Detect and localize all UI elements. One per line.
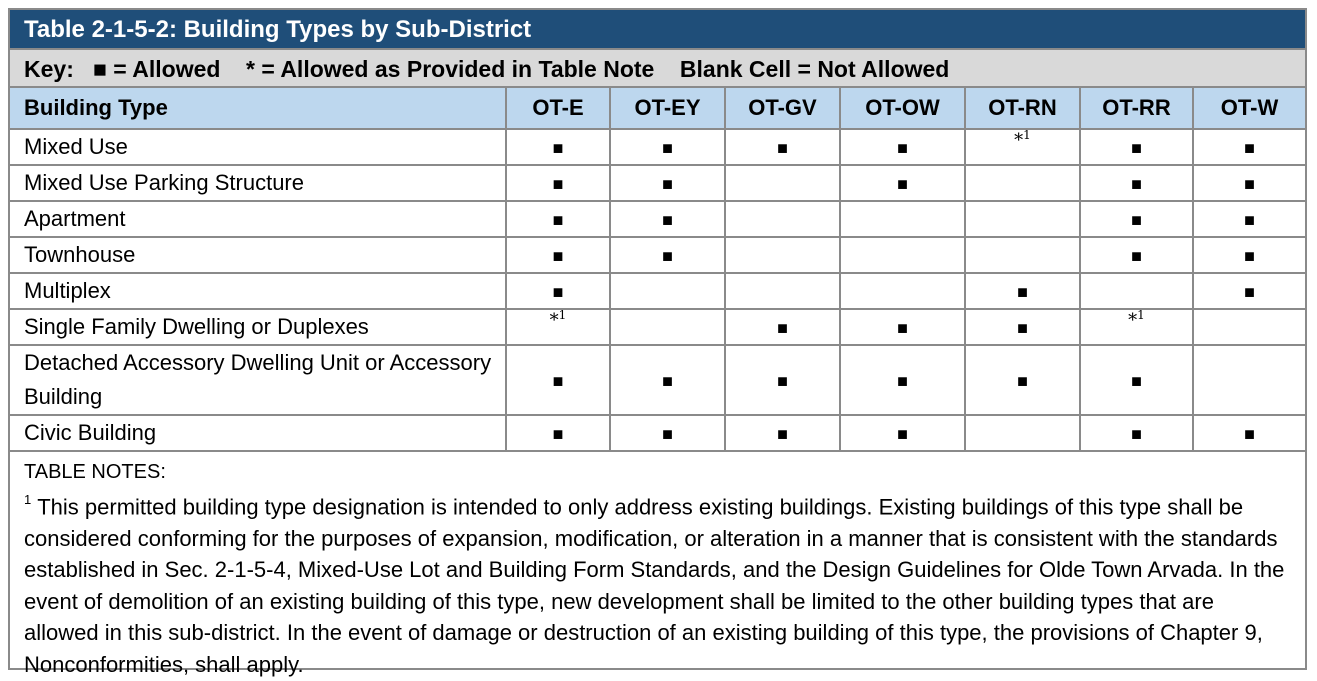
allowed-mark: ■ — [662, 138, 673, 158]
allowed-mark: ■ — [777, 138, 788, 158]
building-types-table-frame — [8, 8, 1307, 677]
column-header-ot-rn: OT-RN — [965, 88, 1080, 129]
allowance-cell — [1193, 165, 1305, 201]
allowed-mark: ■ — [897, 371, 908, 391]
column-header-building-type: Building Type — [10, 88, 506, 129]
allowance-cell — [725, 129, 840, 165]
note-marker: 1 — [24, 492, 32, 507]
allowance-cell — [840, 415, 965, 451]
allowed-mark: ■ — [552, 246, 564, 266]
building-type-label: Single Family Dwelling or Duplexes — [10, 309, 506, 345]
building-type-label: Apartment — [10, 201, 506, 237]
allowed-mark: ■ — [552, 371, 564, 391]
conditional-mark: *1 — [1014, 128, 1031, 151]
allowed-mark: ■ — [1131, 424, 1142, 444]
allowance-cell — [506, 201, 610, 237]
table-key: Key: ■ = Allowed * = Allowed as Provided in Table Note Blank Cell = Not Allowed — [10, 50, 1305, 88]
allowance-cell — [506, 415, 610, 451]
allowance-cell — [610, 415, 725, 451]
building-type-label: Mixed Use — [10, 129, 506, 165]
allowed-mark: ■ — [552, 210, 564, 230]
allowance-cell — [725, 273, 840, 309]
conditional-mark: *1 — [549, 308, 567, 331]
table-notes — [10, 452, 1305, 680]
building-type-label: Civic Building — [10, 415, 506, 451]
allowed-mark: ■ — [1017, 282, 1028, 302]
table-title: Table 2-1-5-2: Building Types by Sub-District — [10, 10, 1305, 50]
allowance-cell — [1080, 309, 1193, 345]
allowance-cell — [725, 309, 840, 345]
allowance-cell — [610, 129, 725, 165]
column-header-ot-ey: OT-EY — [610, 88, 725, 129]
table-row — [10, 129, 1305, 165]
allowed-mark: ■ — [777, 424, 788, 444]
allowed-mark: ■ — [1131, 138, 1142, 158]
building-type-label: Mixed Use Parking Structure — [10, 165, 506, 201]
allowed-mark: ■ — [1244, 210, 1255, 230]
allowance-cell — [610, 237, 725, 273]
allowed-mark: ■ — [1244, 138, 1255, 158]
allowance-cell — [506, 237, 610, 273]
allowance-cell — [1080, 165, 1193, 201]
allowed-mark: ■ — [1131, 371, 1142, 391]
allowance-cell — [840, 237, 965, 273]
allowed-mark: ■ — [777, 371, 788, 391]
allowed-mark: ■ — [1244, 174, 1255, 194]
table-row — [10, 273, 1305, 309]
allowance-cell — [610, 165, 725, 201]
allowed-mark: ■ — [897, 138, 908, 158]
table-row — [10, 415, 1305, 451]
allowed-mark: ■ — [1131, 246, 1142, 266]
allowance-cell — [965, 345, 1080, 415]
allowance-cell — [840, 309, 965, 345]
allowed-mark: ■ — [662, 424, 673, 444]
allowance-cell — [506, 273, 610, 309]
allowed-mark: ■ — [552, 424, 564, 444]
table-row — [10, 201, 1305, 237]
allowance-cell — [506, 129, 610, 165]
allowance-cell — [840, 345, 965, 415]
allowed-mark: ■ — [552, 174, 564, 194]
allowed-mark: ■ — [662, 371, 673, 391]
column-header-ot-gv: OT-GV — [725, 88, 840, 129]
allowance-cell — [1080, 415, 1193, 451]
allowance-cell — [506, 165, 610, 201]
allowed-mark: ■ — [897, 318, 908, 338]
column-header-ot-e: OT-E — [506, 88, 610, 129]
building-type-label: Townhouse — [10, 237, 506, 273]
allowance-cell — [965, 165, 1080, 201]
allowed-mark: ■ — [552, 138, 564, 158]
allowance-cell — [1193, 201, 1305, 237]
allowance-cell — [610, 345, 725, 415]
allowance-cell — [840, 165, 965, 201]
table-row — [10, 309, 1305, 345]
allowed-mark: ■ — [662, 246, 673, 266]
allowance-cell — [1080, 237, 1193, 273]
allowed-mark: ■ — [552, 282, 564, 302]
allowance-cell — [1193, 273, 1305, 309]
allowed-mark: ■ — [662, 210, 673, 230]
allowance-cell — [1080, 201, 1193, 237]
allowance-cell — [1193, 129, 1305, 165]
allowance-cell — [965, 201, 1080, 237]
allowance-cell — [506, 309, 610, 345]
table-row — [10, 165, 1305, 201]
table-row — [10, 237, 1305, 273]
header-row — [10, 88, 1305, 129]
note-1 — [24, 486, 1291, 680]
allowance-cell — [1193, 415, 1305, 451]
notes-heading: TABLE NOTES: — [24, 461, 166, 483]
building-type-label: Detached Accessory Dwelling Unit or Accessory Building — [10, 345, 506, 415]
table-row — [10, 345, 1305, 415]
allowed-mark: ■ — [1244, 246, 1255, 266]
allowance-cell — [610, 273, 725, 309]
allowed-mark: ■ — [1017, 371, 1028, 391]
allowed-mark: ■ — [777, 318, 788, 338]
allowance-cell — [610, 201, 725, 237]
allowance-cell — [840, 129, 965, 165]
allowance-cell — [610, 309, 725, 345]
allowance-cell — [1193, 345, 1305, 415]
allowance-cell — [965, 237, 1080, 273]
allowance-cell — [1193, 309, 1305, 345]
allowance-cell — [840, 273, 965, 309]
allowed-mark: ■ — [1131, 210, 1142, 230]
allowance-cell — [1080, 273, 1193, 309]
allowance-cell — [1080, 129, 1193, 165]
allowance-cell — [725, 165, 840, 201]
allowed-mark: ■ — [1131, 174, 1142, 194]
column-header-ot-ow: OT-OW — [840, 88, 965, 129]
allowed-mark: ■ — [1244, 424, 1255, 444]
allowance-cell — [965, 129, 1080, 165]
allowed-mark: ■ — [1017, 318, 1028, 338]
allowed-mark: ■ — [662, 174, 673, 194]
allowance-cell — [840, 201, 965, 237]
table-body — [10, 129, 1305, 451]
building-types-grid — [10, 88, 1305, 452]
allowance-cell — [725, 345, 840, 415]
allowance-cell — [965, 273, 1080, 309]
allowance-cell — [725, 201, 840, 237]
note-text: This permitted building type designation is intended to only address existing buildings. Existing buildings of this type shall be considered conforming for the purposes of expansion, modification, or alteration in a manner that is consistent with the standards established in Sec. 2-1-5-4, Mixed-Use Lot and Building Form Standards, and the Design Guidelines for Olde Town Arvada. In the event of demolition of an existing building of this type, new development shall be limited to the other building types that are allowed in this sub-district. In the event of damage or destruction of an existing building of this type, the provisions of Chapter 9, Nonconformities, shall apply. — [24, 494, 1285, 677]
allowance-cell — [1193, 237, 1305, 273]
allowance-cell — [725, 415, 840, 451]
allowance-cell — [725, 237, 840, 273]
allowance-cell — [965, 415, 1080, 451]
allowed-mark: ■ — [1244, 282, 1255, 302]
allowance-cell — [506, 345, 610, 415]
building-type-label: Multiplex — [10, 273, 506, 309]
column-header-ot-rr: OT-RR — [1080, 88, 1193, 129]
allowed-mark: ■ — [897, 174, 908, 194]
conditional-mark: *1 — [1128, 308, 1145, 331]
allowance-cell — [1080, 345, 1193, 415]
allowance-cell — [965, 309, 1080, 345]
allowed-mark: ■ — [897, 424, 908, 444]
column-header-ot-w: OT-W — [1193, 88, 1305, 129]
